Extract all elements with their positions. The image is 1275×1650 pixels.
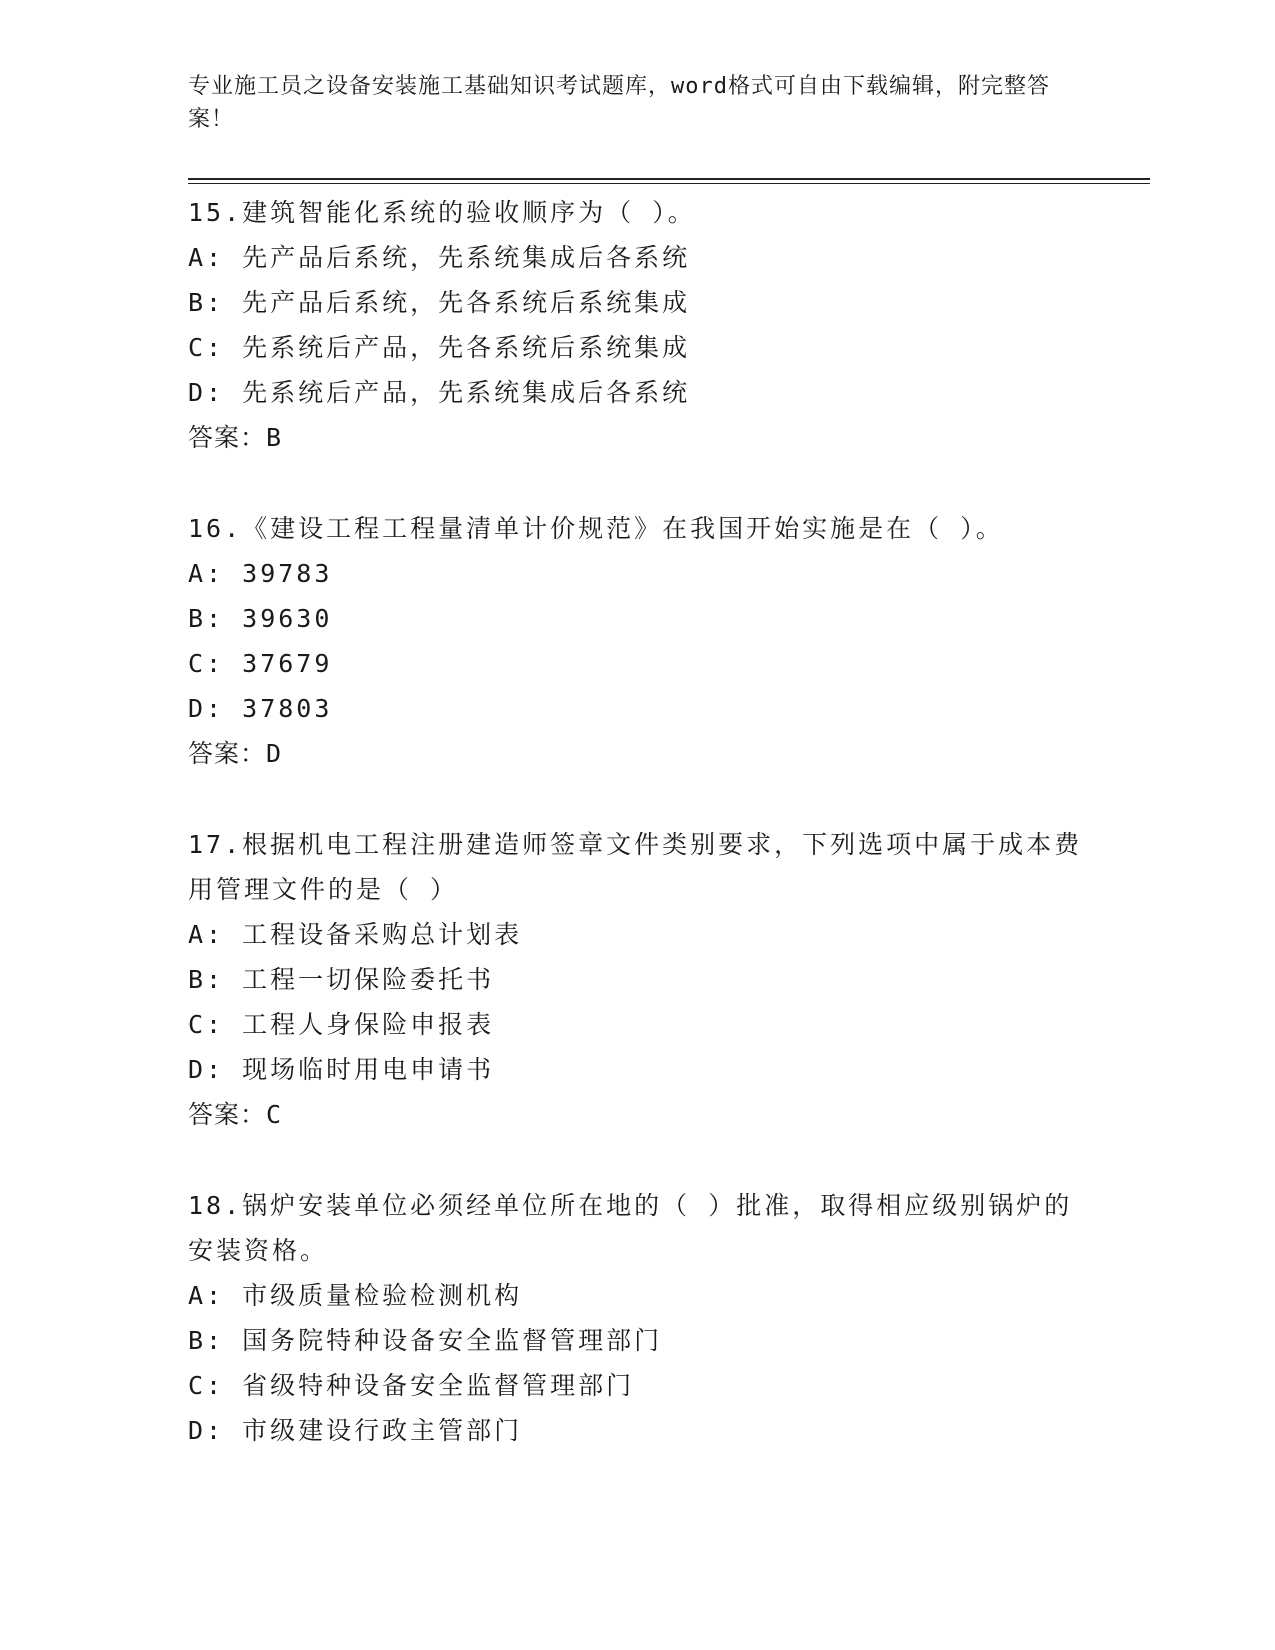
header-divider-thin: [188, 183, 1150, 184]
option-b: B: 先产品后系统，先各系统后系统集成: [188, 288, 691, 317]
question-18: [188, 1183, 1088, 1453]
option-b: B: 国务院特种设备安全监督管理部门: [188, 1326, 663, 1355]
option-d: D: 现场临时用电申请书: [188, 1055, 495, 1084]
question-stem: 18.锅炉安装单位必须经单位所在地的（ ）批准，取得相应级别锅炉的安装资格。: [188, 1191, 1073, 1265]
answer-value: B: [266, 423, 283, 452]
option-c: C: 37679: [188, 649, 333, 678]
option-d: D: 先系统后产品，先系统集成后各系统: [188, 378, 691, 407]
question-stem: 16.《建设工程工程量清单计价规范》在我国开始实施是在（ ）。: [188, 514, 1004, 543]
answer-line: [188, 731, 1088, 776]
document-header: 专业施工员之设备安装施工基础知识考试题库，word格式可自由下载编辑，附完整答案！: [188, 74, 1050, 132]
answer-line: [188, 415, 1088, 460]
header-divider-thick: [188, 178, 1150, 180]
answer-value: C: [266, 1100, 283, 1129]
option-b: B: 工程一切保险委托书: [188, 965, 495, 994]
question-17: [188, 822, 1088, 1137]
answer-label: 答案：: [188, 423, 267, 452]
answer-value: D: [266, 739, 283, 768]
answer-label: 答案：: [188, 739, 267, 768]
option-c: C: 先系统后产品，先各系统后系统集成: [188, 333, 691, 362]
option-a: A: 市级质量检验检测机构: [188, 1281, 523, 1310]
option-d: D: 市级建设行政主管部门: [188, 1416, 523, 1445]
question-stem: 15.建筑智能化系统的验收顺序为（ ）。: [188, 198, 696, 227]
answer-label: 答案：: [188, 1100, 267, 1129]
option-a: A: 39783: [188, 559, 333, 588]
question-15: [188, 190, 1088, 460]
option-b: B: 39630: [188, 604, 333, 633]
question-list: [188, 190, 1088, 1499]
answer-line: [188, 1092, 1088, 1137]
option-d: D: 37803: [188, 694, 333, 723]
question-stem: 17.根据机电工程注册建造师签章文件类别要求，下列选项中属于成本费用管理文件的是（ ）: [188, 830, 1083, 904]
option-a: A: 先产品后系统，先系统集成后各系统: [188, 243, 691, 272]
option-a: A: 工程设备采购总计划表: [188, 920, 523, 949]
question-16: [188, 506, 1088, 776]
option-c: C: 工程人身保险申报表: [188, 1010, 495, 1039]
option-c: C: 省级特种设备安全监督管理部门: [188, 1371, 635, 1400]
